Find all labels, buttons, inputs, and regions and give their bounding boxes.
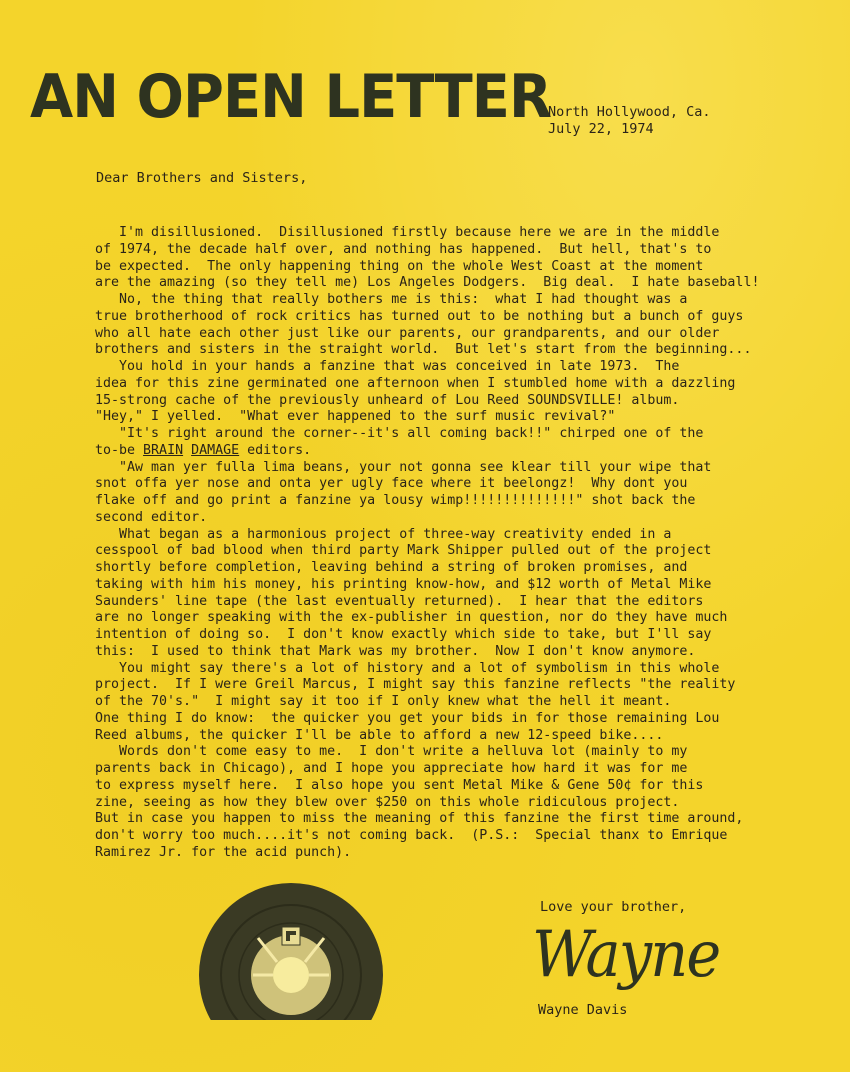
- body-line: are no longer speaking with the ex-publisher in question, nor do they have much: [95, 610, 728, 626]
- body-line: second editor.: [95, 509, 208, 525]
- body-line: parents back in Chicago), and I hope you appreciate how hard it was for me: [95, 761, 688, 776]
- body-line: are the amazing (so they tell me) Los Angeles Dodgers. Big deal. I hate baseball!: [95, 275, 760, 291]
- handwritten-signature: Wayne: [532, 918, 720, 992]
- body-line: snot offa yer nose and onta yer ugly face where it beelongz! Why dont you: [95, 476, 688, 492]
- body-line: be expected. The only happening thing on the whole West Coast at the moment: [95, 258, 704, 274]
- body-line: You hold in your hands a fanzine that was conceived in late 1973. The: [95, 359, 680, 374]
- bd-prefix: to-be: [95, 442, 144, 458]
- record-icon: [198, 880, 384, 1020]
- body-line: don't worry too much....it's not coming back. (P.S.: Special thanx to Emrique: [95, 828, 728, 843]
- brain-word: BRAIN: [143, 442, 184, 458]
- place-line: North Hollywood, Ca.: [548, 104, 711, 120]
- body-line: who all hate each other just like our parents, our grandparents, and our older: [95, 325, 720, 341]
- letter-title: AN OPEN LETTER: [30, 62, 552, 132]
- body-line: this: I used to think that Mark was my brother. Now I don't know anymore.: [95, 643, 696, 659]
- body-line: project. If I were Greil Marcus, I might say this fanzine reflects "the reality: [95, 677, 736, 693]
- body-line: Saunders' line tape (the last eventually returned). I hear that the editors: [95, 593, 704, 609]
- body-line: Reed albums, the quicker I'll be able to afford a new 12-speed bike....: [95, 727, 664, 743]
- body-line: I'm disillusioned. Disillusioned firstly because here we are in the middle: [95, 225, 720, 240]
- body-line: Words don't come easy to me. I don't write a helluva lot (mainly to my: [95, 744, 688, 760]
- body-line: intention of doing so. I don't know exactly which side to take, but I'll say: [95, 627, 712, 642]
- damage-word: DAMAGE: [191, 442, 240, 458]
- body-line: You might say there's a lot of history and a lot of symbolism in this whole: [95, 660, 720, 676]
- printed-name: Wayne Davis: [538, 1002, 628, 1018]
- vinyl-record-illustration: [198, 880, 384, 1020]
- body-line: flake off and go print a fanzine ya lousy wimp!!!!!!!!!!!!!!" shot back the: [95, 493, 696, 508]
- letter-body: [95, 225, 835, 862]
- body-line: "Hey," I yelled. "What ever happened to the surf music revival?": [95, 409, 616, 425]
- body-line: One thing I do know: the quicker you get your bids in for those remaining Lou: [95, 710, 720, 726]
- body-line: true brotherhood of rock critics has turned out to be nothing but a bunch of guys: [95, 308, 744, 324]
- body-line: 15-strong cache of the previously unheard of Lou Reed SOUNDSVILLE! album.: [95, 392, 680, 408]
- body-line: No, the thing that really bothers me is this: what I had thought was a: [95, 292, 688, 307]
- body-line: cesspool of bad blood when third party Mark Shipper pulled out of the project: [95, 543, 712, 559]
- body-line: But in case you happen to miss the meaning of this fanzine the first time around,: [95, 811, 744, 827]
- body-line: "Aw man yer fulla lima beans, your not gonna see klear till your wipe that: [95, 459, 712, 475]
- place-and-date: [548, 104, 711, 138]
- bd-space: [183, 443, 191, 458]
- body-line: brothers and sisters in the straight world. But let's start from the beginning...: [95, 342, 752, 358]
- closing-line: Love your brother,: [540, 899, 687, 915]
- body-line: What began as a harmonious project of three-way creativity ended in a: [95, 526, 672, 542]
- body-line: of the 70's." I might say it too if I only knew what the hell it meant.: [95, 694, 672, 709]
- body-line: "It's right around the corner--it's all coming back!!" chirped one of the: [95, 426, 704, 441]
- body-line: zine, seeing as how they blew over $250 on this whole ridiculous project.: [95, 794, 680, 810]
- date-line: July 22, 1974: [548, 121, 654, 137]
- body-line: shortly before completion, leaving behind a string of broken promises, and: [95, 560, 688, 575]
- body-line: taking with him his money, his printing know-how, and $12 worth of Metal Mike: [95, 576, 712, 592]
- body-line: Ramirez Jr. for the acid punch).: [95, 844, 352, 860]
- body-line: idea for this zine germinated one afternoon when I stumbled home with a dazzling: [95, 375, 736, 391]
- salutation: Dear Brothers and Sisters,: [96, 170, 308, 186]
- bd-suffix: editors.: [239, 442, 312, 458]
- body-line: to express myself here. I also hope you sent Metal Mike & Gene 50¢ for this: [95, 777, 704, 793]
- brain-damage-line: [95, 443, 835, 460]
- body-line: of 1974, the decade half over, and nothing has happened. But hell, that's to: [95, 241, 712, 257]
